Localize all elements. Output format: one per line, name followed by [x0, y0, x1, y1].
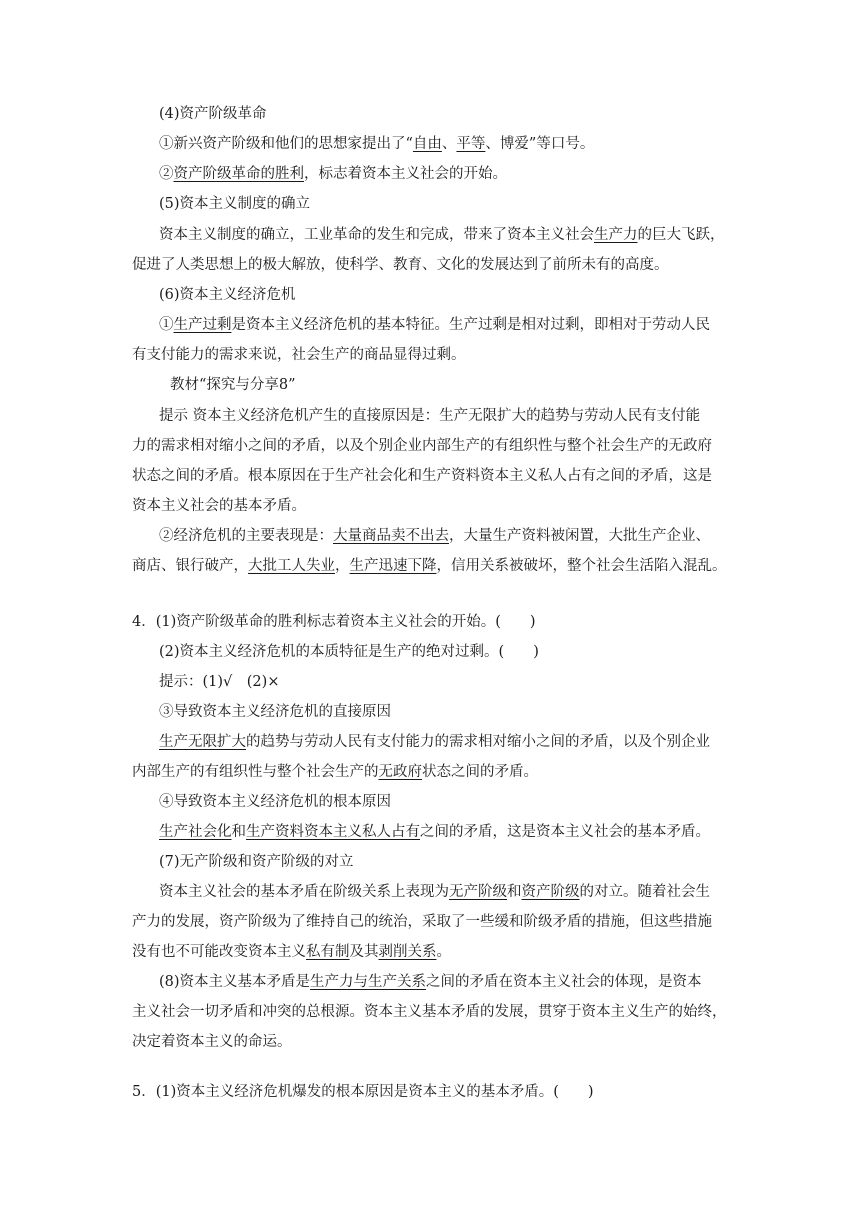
heading-class-opposition: (7)无产阶级和资产阶级的对立 [159, 854, 354, 870]
paragraph-crisis-symptoms-line-1 [159, 526, 759, 546]
paragraph-overproduction-line-2: 有支付能力的需求来说，社会生产的商品显得过剩。 [132, 347, 466, 363]
text: 之间的矛盾，这是资本主义社会的基本矛盾。 [420, 824, 710, 840]
underlined-text: 生产迅速下降 [349, 558, 437, 574]
text: 、博爱”等口号。 [485, 136, 595, 152]
underlined-text: 私有制 [306, 944, 350, 960]
text: 是资本主义经济危机的基本特征。生产过剩是相对过剩，即相对于劳动人民 [231, 317, 710, 333]
question-4-1: 4．(1)资产阶级革命的胜利标志着资本主义社会的开始。( ) [132, 614, 536, 630]
text: 商店、银行破产， [132, 558, 248, 574]
hint-line-4: 资本主义社会的基本矛盾。 [132, 498, 306, 514]
text: ② [159, 166, 174, 182]
underlined-text: 资产阶级革命的胜利 [173, 166, 304, 182]
heading-root-cause: ④导致资本主义经济危机的根本原因 [159, 794, 391, 810]
underlined-text: 生产力 [594, 227, 638, 243]
text: 的趋势与劳动人民有支付能力的需求相对缩小之间的矛盾，以及个别企业 [246, 734, 710, 750]
text: 资本主义社会的基本矛盾在阶级关系上表现为 [159, 884, 449, 900]
underlined-text: 剥削关系 [378, 944, 437, 960]
heading-direct-cause: ③导致资本主义经济危机的直接原因 [159, 704, 391, 720]
underlined-text: 生产力与生产关系 [310, 974, 427, 990]
text: 及其 [349, 944, 379, 960]
underlined-text: 生产社会化 [159, 824, 232, 840]
text: 。 [436, 944, 451, 960]
paragraph-basic-contradiction-line-3: 决定着资本主义的命运。 [132, 1034, 292, 1050]
text: 的巨大飞跃， [637, 227, 725, 243]
text: 之间的矛盾在资本主义社会的体现，是资本 [426, 974, 702, 990]
paragraph-class-opposition-line-1 [159, 882, 759, 902]
text: (8)资本主义基本矛盾是 [159, 974, 311, 990]
paragraph-basic-contradiction-line-2: 主义社会一切矛盾和冲突的总根源。资本主义基本矛盾的发展，贯穿于资本主义生产的始终， [132, 1004, 727, 1020]
underlined-text: 无政府 [378, 764, 422, 780]
paragraph-direct-cause-line-2 [132, 762, 732, 782]
paragraph-system-line-2: 促进了人类思想上的极大解放，使科学、教育、文化的发展达到了前所未有的高度。 [132, 257, 669, 273]
underlined-text: 资产阶级 [521, 884, 580, 900]
underlined-text: 无产阶级 [449, 884, 507, 900]
text: ，标志着资本主义社会的开始。 [304, 166, 507, 182]
paragraph-crisis-symptoms-line-2 [132, 556, 732, 576]
textbook-reference: 教材“探究与分享8” [170, 377, 296, 393]
underlined-text: 大批工人失业 [248, 558, 335, 574]
paragraph-class-opposition-line-3 [132, 942, 732, 962]
heading-system-established: (5)资本主义制度的确立 [159, 196, 311, 212]
hint-line-3: 状态之间的矛盾。根本原因在于生产社会化和生产资料资本主义私人占有之间的矛盾，这是 [132, 468, 712, 484]
hint-line-1: 提示 资本主义经济危机产生的直接原因是：生产无限扩大的趋势与劳动人民有支付能 [159, 408, 701, 424]
text: 和 [231, 824, 246, 840]
underlined-text: 平等 [456, 136, 486, 152]
text: ，信用关系被破坏，整个社会生活陷入混乱。 [436, 558, 727, 574]
heading-bourgeois-revolution: (4)资产阶级革命 [159, 106, 267, 122]
question-4-2: (2)资本主义经济危机的本质特征是生产的绝对过剩。( ) [159, 644, 539, 660]
underlined-text: 大量商品卖不出去 [333, 528, 449, 544]
paragraph-overproduction-line-1 [159, 315, 759, 335]
text: 和 [507, 884, 522, 900]
text: 内部生产的有组织性与整个社会生产的 [132, 764, 379, 780]
paragraph-slogans [159, 134, 759, 154]
text: ①新兴资产阶级和他们的思想家提出了“ [159, 136, 413, 152]
answer-hint-4: 提示：(1)√ (2)× [159, 674, 280, 690]
paragraph-root-cause [159, 822, 759, 842]
heading-economic-crisis: (6)资本主义经济危机 [159, 287, 296, 303]
paragraph-class-opposition-line-2: 产力的发展，资产阶级为了维持自己的统治，采取了一些缓和阶级矛盾的措施，但这些措施 [132, 914, 712, 930]
text: 状态之间的矛盾。 [422, 764, 538, 780]
underlined-text: 生产无限扩大 [159, 734, 246, 750]
text: 、 [441, 136, 457, 152]
text: ， [335, 558, 350, 574]
paragraph-system-line-1 [159, 225, 759, 245]
question-5-1: 5．(1)资本主义经济危机爆发的根本原因是资本主义的基本矛盾。( ) [132, 1084, 594, 1100]
underlined-text: 生产资料资本主义私人占有 [246, 824, 420, 840]
hint-line-2: 力的需求相对缩小之间的矛盾，以及个别企业内部生产的有组织性与整个社会生产的无政府 [132, 438, 712, 454]
paragraph-basic-contradiction-line-1 [159, 972, 759, 992]
underlined-text: 生产过剩 [173, 317, 232, 333]
text: 的对立。随着社会生 [579, 884, 710, 900]
text: ②经济危机的主要表现是： [159, 528, 333, 544]
text: ，大量生产资料被闲置，大批生产企业、 [449, 528, 710, 544]
underlined-text: 自由 [412, 136, 442, 152]
paragraph-direct-cause-line-1 [159, 732, 759, 752]
text: ① [159, 317, 174, 333]
text: 没有也不可能改变资本主义 [132, 944, 306, 960]
text: 资本主义制度的确立，工业革命的发生和完成，带来了资本主义社会 [159, 227, 594, 243]
paragraph-revolution-victory [159, 164, 759, 184]
